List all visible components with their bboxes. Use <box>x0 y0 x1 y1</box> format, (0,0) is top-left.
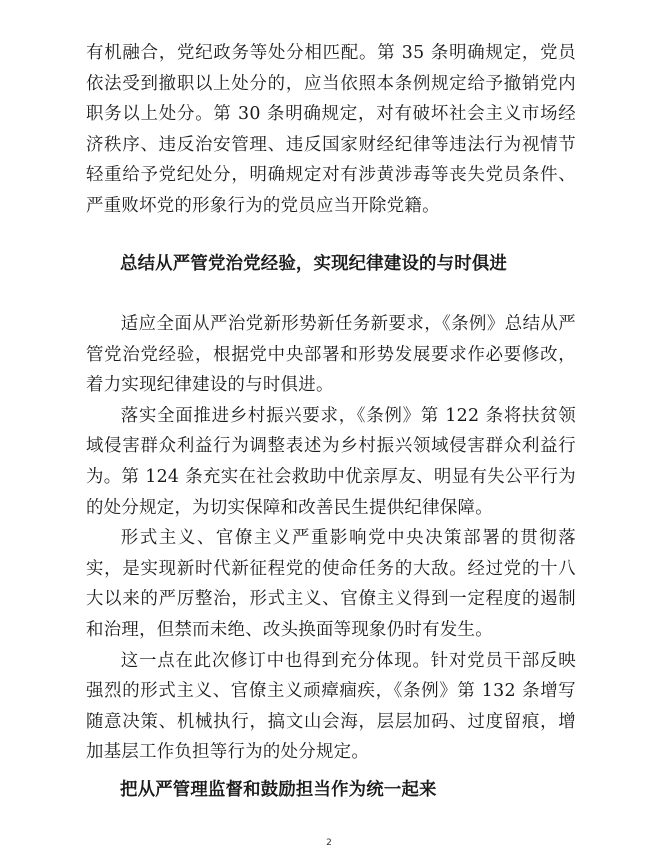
paragraph-text: 落实全面推进乡村振兴要求，《条例》第 122 条将扶贫领域侵害群众利益行为调整表述为乡村振兴领域侵害群众利益行为。第 124 条充实在社会救助中优亲厚友、明显有失公平行为的处分规定，为切实保障和改善民生提供纪律保障。 <box>86 405 576 518</box>
section-heading-2: 把从严管理监督和鼓励担当作为统一起来 <box>120 780 437 800</box>
paragraph-text: 这一点在此次修订中也得到充分体现。针对党员干部反映强烈的形式主义、官僚主义顽瘴痼疾，《条例》第 132 条增写随意决策、机械执行，搞文山会海，层层加码、过度留痕，增加基层工作负担等行为的处分规定。 <box>86 650 576 763</box>
paragraph-text: 适应全面从严治党新形势新任务新要求，《条例》总结从严管党治党经验，根据党中央部署和形势发展要求作必要修改，着力实现纪律建设的与时俱进。 <box>86 314 576 396</box>
section-1-body <box>86 309 576 768</box>
paragraph-text: 形式主义、官僚主义严重影响党中央决策部署的贯彻落实，是实现新时代新征程党的使命任务的大敌。经过党的十八大以来的严厉整治，形式主义、官僚主义得到一定程度的遏制和治理，但禁而未绝、改头换面等现象仍时有发生。 <box>86 528 576 640</box>
paragraph-text: 有机融合，党纪政务等处分相匹配。第 35 条明确规定，党员依法受到撤职以上处分的，应当依照本条例规定给予撤销党内职务以上处分。第 30 条明确规定，对有破坏社会主义市场经济秩序、违反治安管理、违反国家财经纪律等违法行为视情节轻重给予党纪处分，明确规定对有涉黄涉毒等丧失党员条件、严重败坏党的形象行为的党员应当开除党籍。 <box>86 43 576 216</box>
page-number: 2 <box>326 838 332 848</box>
section-heading-1: 总结从严管党治党经验，实现纪律建设的与时俱进 <box>120 254 507 274</box>
body-paragraph-continued <box>86 38 576 222</box>
